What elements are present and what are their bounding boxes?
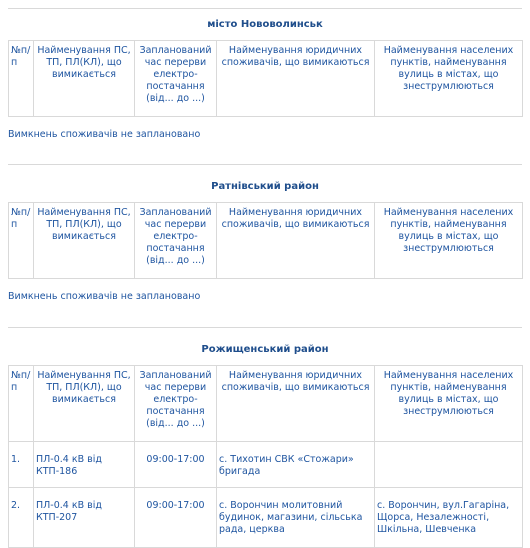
top-divider	[8, 8, 522, 9]
table-row	[9, 442, 523, 488]
section-title: Рожищенський район	[201, 344, 329, 355]
no-outages-note: Вимкнень споживачів не заплановано	[8, 129, 201, 140]
table-header-row	[9, 41, 523, 117]
row-time: 09:00-17:00	[135, 488, 217, 548]
col-header-legal: Найменування юридичних споживачів, що вимикаються	[217, 366, 375, 442]
col-header-settlements: Найменування населених пунктів, найменування вулиць в містах, що знеструмлюються	[375, 41, 523, 117]
col-header-name: Найменування ПС, ТП, ПЛ(КЛ), що вимикається	[34, 366, 135, 442]
col-header-legal: Найменування юридичних споживачів, що вимикаються	[217, 41, 375, 117]
col-header-settlements: Найменування населених пунктів, найменування вулиць в містах, що знеструмлюються	[375, 203, 523, 279]
row-settlements: с. Ворончин, вул.Гагаріна, Щорса, Незалежності, Шкільна, Шевченка	[375, 488, 523, 548]
table-header-row	[9, 203, 523, 279]
table-header-row	[9, 366, 523, 442]
col-header-name: Найменування ПС, ТП, ПЛ(КЛ), що вимикається	[34, 203, 135, 279]
section-title: Ратнівський район	[211, 181, 319, 192]
outage-table	[8, 40, 523, 117]
section-divider	[8, 327, 522, 328]
col-header-name: Найменування ПС, ТП, ПЛ(КЛ), що вимикається	[34, 41, 135, 117]
row-name: ПЛ-0.4 кВ від КТП-207	[34, 488, 135, 548]
row-num: 1.	[9, 442, 34, 488]
col-header-num: №п/п	[9, 41, 34, 117]
col-header-num: №п/п	[9, 203, 34, 279]
col-header-time: Запланований час перерви електро-постачання (від... до ...)	[135, 41, 217, 117]
col-header-legal: Найменування юридичних споживачів, що вимикаються	[217, 203, 375, 279]
outage-table	[8, 365, 523, 548]
section-title: місто Нововолинськ	[207, 19, 323, 30]
no-outages-note: Вимкнень споживачів не заплановано	[8, 291, 201, 302]
row-time: 09:00-17:00	[135, 442, 217, 488]
col-header-settlements: Найменування населених пунктів, найменування вулиць в містах, що знеструмлюються	[375, 366, 523, 442]
row-legal: с. Ворончин молитовний будинок, магазини, сільська рада, церква	[217, 488, 375, 548]
row-settlements	[375, 442, 523, 488]
row-num: 2.	[9, 488, 34, 548]
col-header-time: Запланований час перерви електро-постачання (від... до ...)	[135, 366, 217, 442]
row-legal: с. Тихотин СВК «Стожари» бригада	[217, 442, 375, 488]
section-divider	[8, 164, 522, 165]
col-header-num: №п/п	[9, 366, 34, 442]
outage-table	[8, 202, 523, 279]
row-name: ПЛ-0.4 кВ від КТП-186	[34, 442, 135, 488]
col-header-time: Запланований час перерви електро-постачання (від... до ...)	[135, 203, 217, 279]
